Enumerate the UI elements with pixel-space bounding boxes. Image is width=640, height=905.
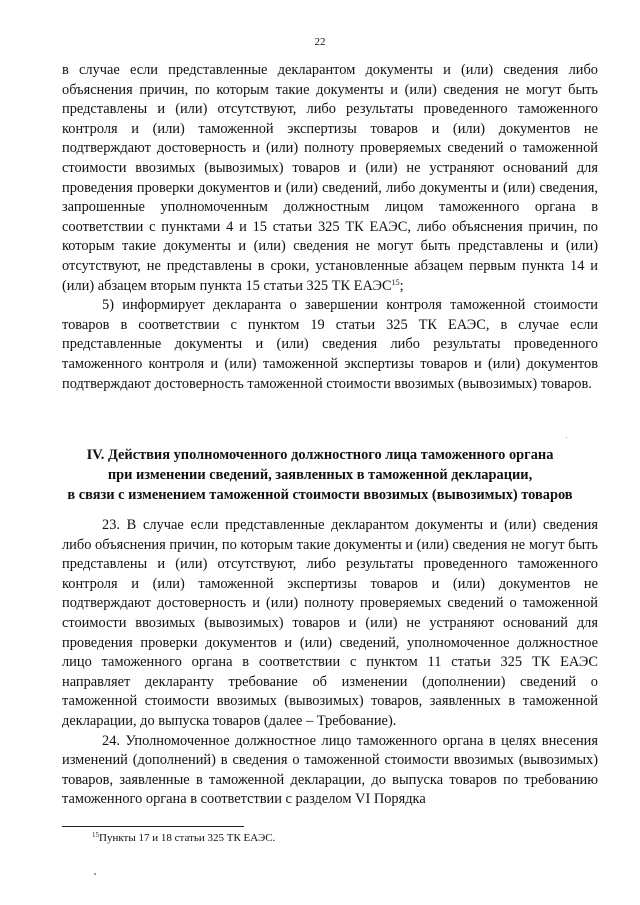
- footnote-marker: 15: [92, 831, 99, 839]
- paragraph-continuation: [62, 61, 598, 296]
- section-heading-line-3: в связи с изменением таможенной стоимости ввозимых (вывозимых) товаров: [67, 487, 573, 503]
- page-number: 22: [314, 36, 326, 48]
- section-heading-line-1: IV. Действия уполномоченного должностного лица таможенного органа: [86, 447, 554, 463]
- footnote-text: Пункты 17 и 18 статьи 325 ТК ЕАЭС.: [99, 832, 276, 844]
- scan-speck: [566, 437, 567, 438]
- section-heading: [40, 445, 600, 505]
- footnote-divider: [62, 826, 244, 827]
- footnote: [92, 831, 275, 845]
- paragraph-23: 23. В случае если представленные декларантом документы и (или) сведения либо объяснения причин, по которым такие документы и (или) сведения не могут быть представлены и (или) отсутствуют, либо результаты проведенного таможенного контроля и (или) таможенной экспертизы товаров и (или) документов не подтверждают достоверность и (или) полноту проверяемых сведений о таможенной стоимости ввозимых (вывозимых) товаров и (или) не устраняют оснований для проведения проверки документов и (или) сведений, уполномоченное должностное лицо таможенного органа в соответствии с пунктом 11 статьи 325 ТК ЕАЭС направляет декларанту требование об изменении (дополнении) сведений о таможенной стоимости ввозимых (вывозимых) товаров, заявленных в таможенной декларации, до выпуска товаров (далее – Требование).: [62, 517, 598, 729]
- scan-speck: [94, 873, 96, 875]
- paragraph-tail: ;: [399, 277, 404, 294]
- footnote-reference: 15: [391, 277, 400, 287]
- bottom-text-block: [62, 516, 598, 810]
- paragraph-text: в случае если представленные декларантом документы и (или) сведения либо объяснения причин, по которым такие документы и (или) сведения не могут быть представлены и (или) отсутствуют, либо результаты проведенного таможенного контроля и (или) таможенной экспертизы товаров и (или) документов не подтверждают достоверность и (или) полноту проверяемых сведений о таможенной стоимости ввозимых (вывозимых) товаров и (или) не устраняют оснований для проведения проверки документов и (или) сведений, либо документы и (или) сведения, запрошенные уполномоченным должностным лицом таможенного органа в соответствии с пунктами 4 и 15 статьи 325 ТК ЕАЭС, либо объяснения причин, по которым такие документы и (или) сведения не могут быть представлены и (или) отсутствуют, не представлены в сроки, установленные абзацем первым пункта 14 и (или) абзацем вторым пункта 15 статьи 325 ТК ЕАЭС: [62, 62, 598, 294]
- paragraph-item-5: 5) информирует декларанта о завершении контроля таможенной стоимости товаров в соответствии с пунктом 19 статьи 325 ТК ЕАЭС, в случае если представленные документы и (или) сведения либо результаты проведенного таможенного контроля и (или) таможенной экспертизы товаров и (или) документов подтверждают достоверность таможенной стоимости ввозимых (вывозимых) товаров.: [62, 297, 598, 392]
- paragraph-24: 24. Уполномоченное должностное лицо таможенного органа в целях внесения изменений (дополнений) в сведения о таможенной стоимости ввозимых (вывозимых) товаров, заявленные в таможенной декларации, до выпуска товаров по требованию таможенного органа в соответствии с разделом VI Порядка: [62, 732, 598, 808]
- section-heading-line-2: при изменении сведений, заявленных в таможенной декларации,: [107, 467, 533, 483]
- top-text-block: [62, 61, 598, 394]
